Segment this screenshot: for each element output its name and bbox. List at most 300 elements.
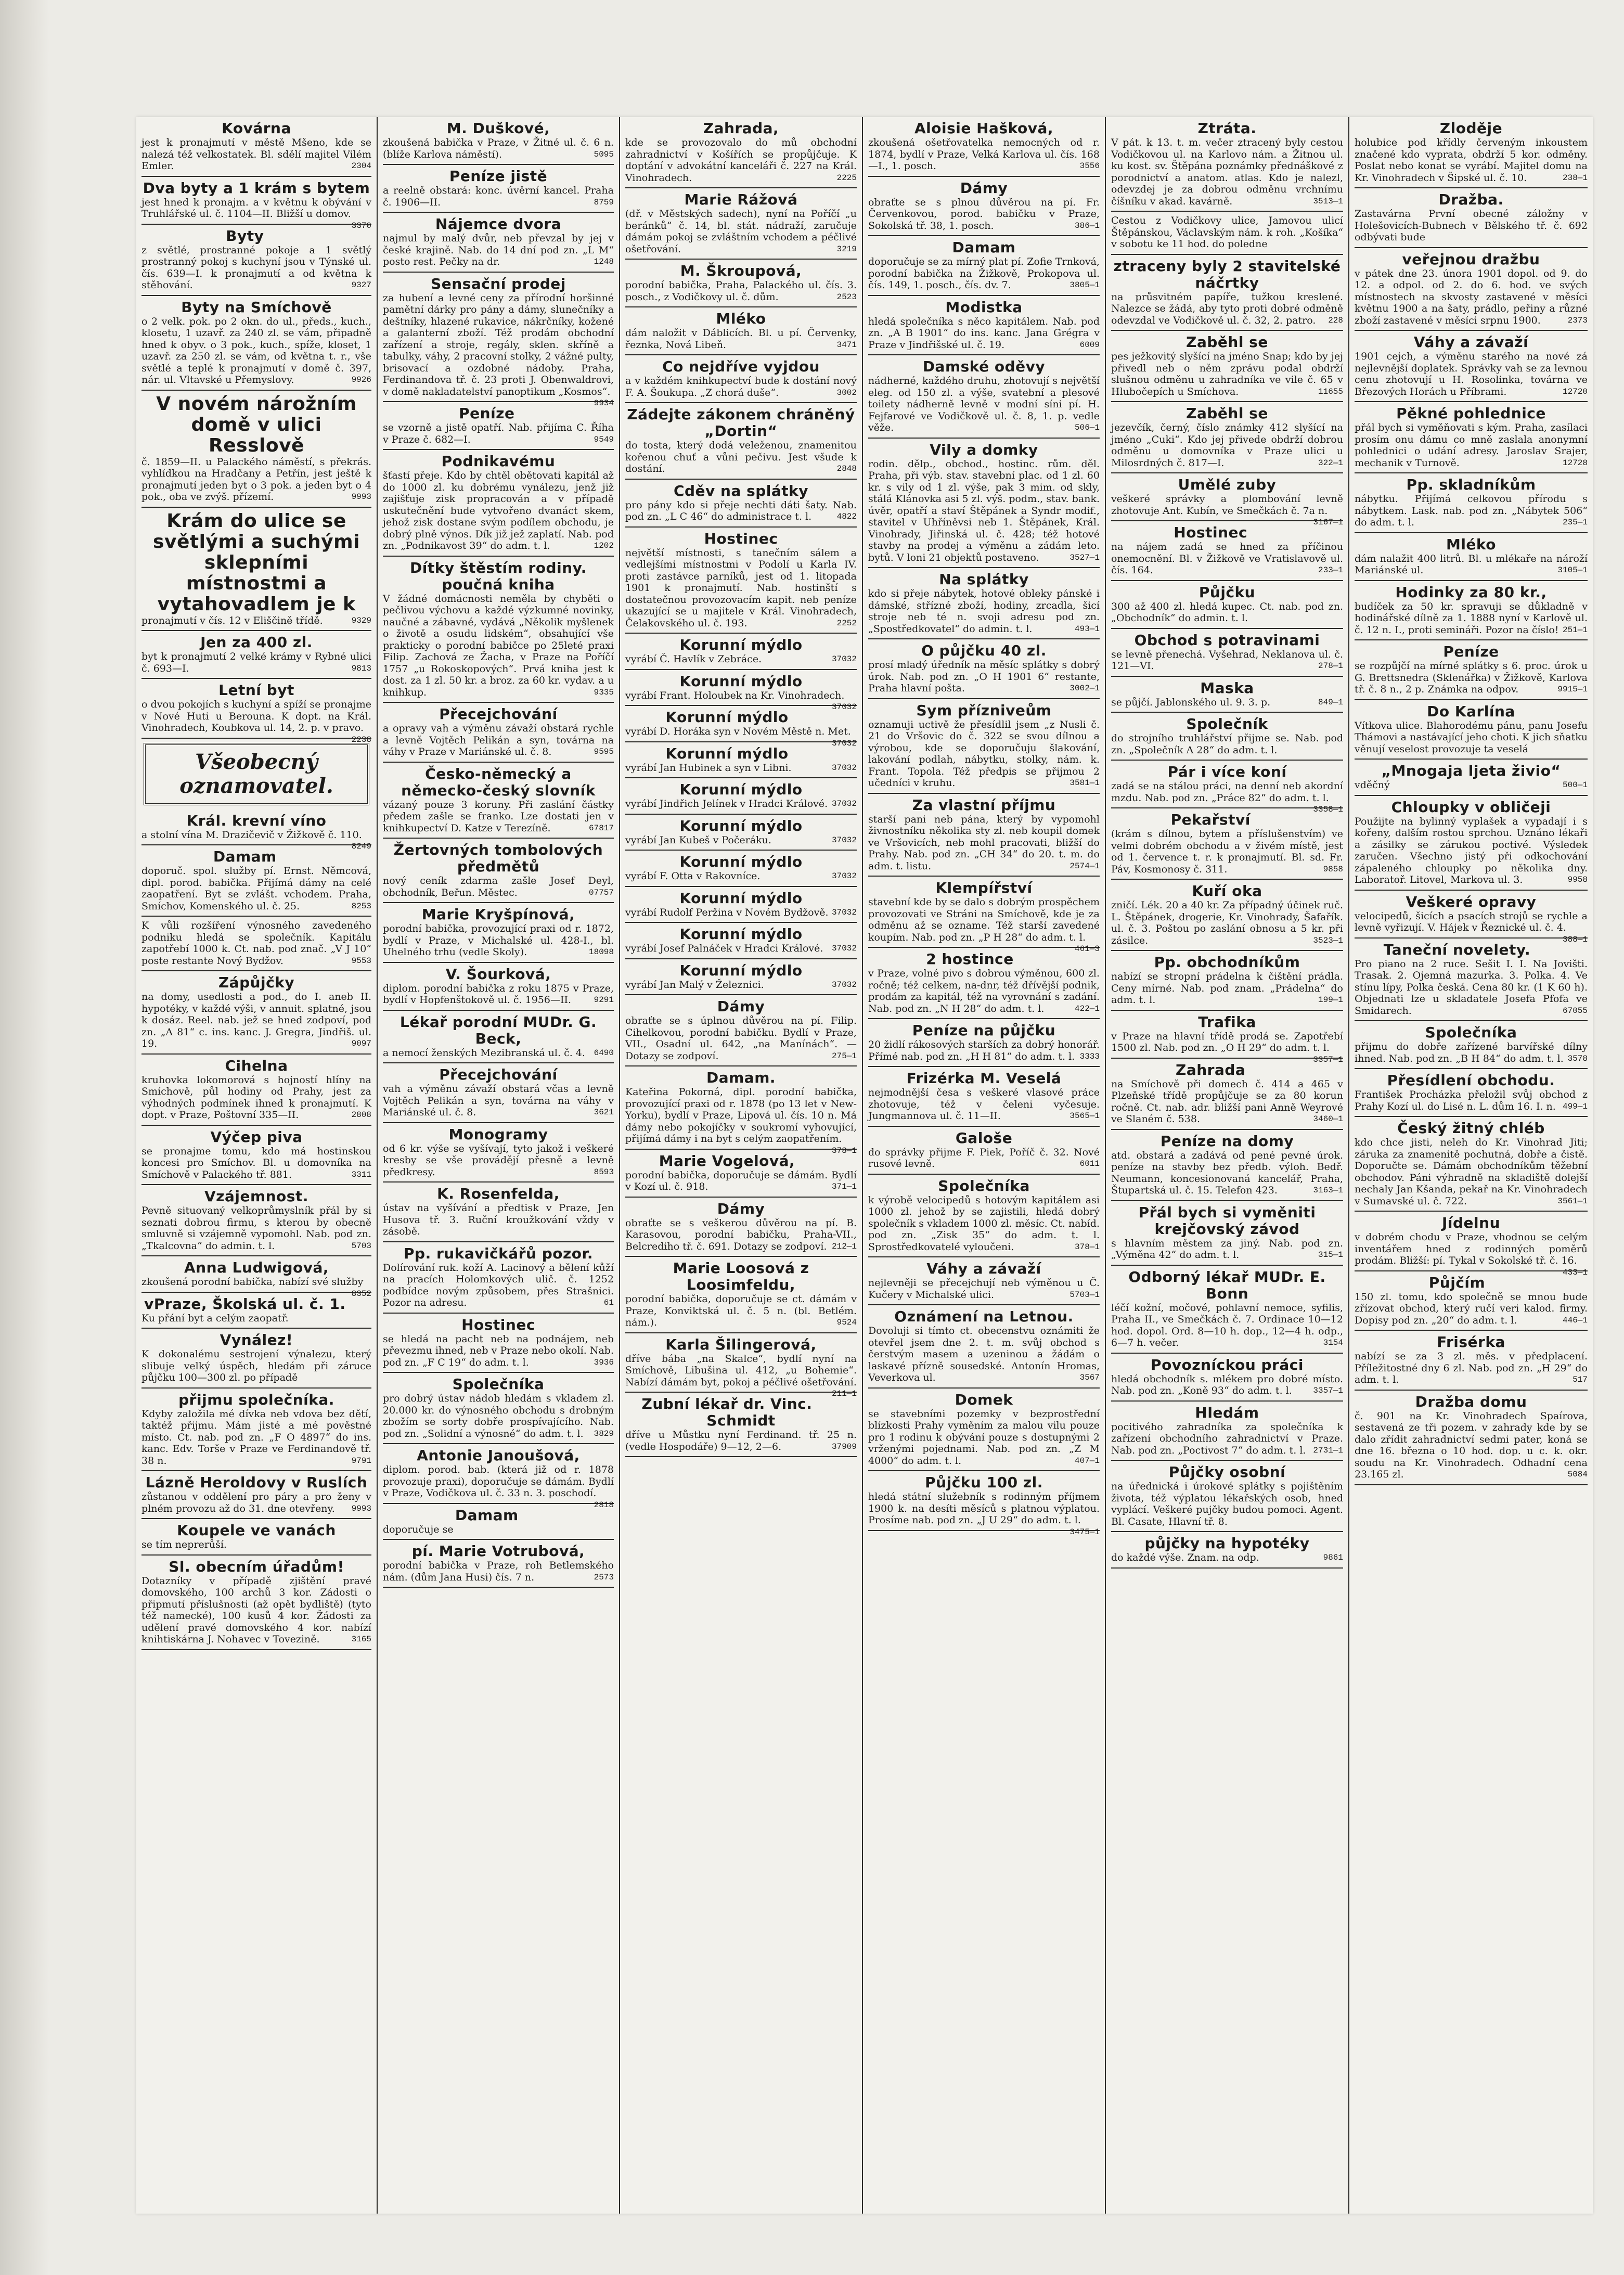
ad-body-text: kdo si přeje nábytek, hotové obleky pánské i dámské, střízné zboží, hodiny, zrcadla, šicí stroje neb té n. svoji adresu pod zn. „Spostředkovatel“ do admin. t. l. [868, 588, 1100, 635]
ad-headline: Damam. [706, 1069, 776, 1086]
classified-ad [868, 177, 1100, 237]
ad-body-text: Dotazníky v případě zjištění pravé domovského, 100 archů 3 kor. Zádosti o připmutí příslušnosti (až opět bydliště) (tyto též namecké), 100 kusů 4 kor. Žádosti za udělení pravé domovského 4 kor. nabízí knihtiskárna J. Nohavec v Tovezině. [141, 1575, 371, 1645]
ad-body-text: porodní babička, doporučuje se ct. dámám v Praze, Konviktská ul. č. 5 n. (bl. Betlém. nám.). [625, 1293, 857, 1328]
classified-ad [868, 1389, 1100, 1472]
ad-headline: Pp. obchodníkům [1154, 954, 1300, 971]
ad-body-text: porodní babička v Praze, roh Betlemského nám. (dům Jana Husi) čís. 7 n. [383, 1560, 614, 1583]
ad-body-text: vyrábí F. Otta v Rakovníce. [625, 870, 761, 882]
ad-body-text: dříve bába „na Skalce“, bydlí nyní na Smíchově, Libušina ul. 412, „u Bohemie“. Nabízí dámám byt, pokoj a péčlivé ošetřování. [625, 1353, 857, 1388]
ad-headline: Korunní mýdlo [665, 744, 789, 762]
classified-ad [1111, 581, 1343, 629]
ad-reference-number: 233—1 [1318, 565, 1343, 575]
ad-headline: Obchod s potravinami [1134, 631, 1320, 649]
classified-ad [383, 165, 614, 213]
classified-ad [1111, 677, 1343, 713]
ad-body-text: jest k pronajmutí v městě Mšeno, kde se nalezá též velkostatek. Bl. sdělí majitel Vilém Emler. [141, 137, 371, 172]
ad-reference-number: 9813 [351, 663, 371, 673]
ad-reference-number: 37032 [831, 871, 857, 881]
ad-column-6 [1348, 117, 1593, 2214]
classified-ad [625, 634, 857, 670]
ad-headline: Sensační prodej [431, 275, 566, 292]
classified-ad [1111, 521, 1343, 581]
classified-ad [625, 815, 857, 851]
ad-headline: Dražba domu [1415, 1393, 1527, 1410]
ad-body-text: jest hned k pronajm. a v květnu k obývání v Truhlářské ul. č. 1104—II. Bližší u domov. [141, 196, 371, 220]
ad-headline: Anna Ludwigová, [184, 1259, 329, 1276]
ad-headline: Hostinec [1174, 524, 1248, 541]
classified-ad [383, 1540, 614, 1588]
ad-headline: Kuří oka [1192, 882, 1262, 899]
ad-reference-number: 37032 [831, 835, 857, 845]
ad-body [868, 659, 1100, 695]
ad-body-text: najmul by malý dvůr, neb převzal by jej v české krajině. Nab. do 14 dní pod zn. „L M“ posto rest. Pečky na dr. [383, 233, 614, 267]
ad-body [625, 1086, 857, 1155]
ad-body-text: Dolírování ruk. koží A. Lacinový a bělení kůží na pracích Holomkových ulič. č. 1252 podbídce novým způsobem, přes Strašnici. Pozor na adresu. [383, 1262, 614, 1308]
classified-ad [141, 679, 371, 744]
classified-ad [383, 963, 614, 1011]
classified-ad [625, 706, 857, 748]
ad-body-text: 1901 cejch, a výměnu starého na nové zá nejlevnější doplatek. Správky vah se za levnou cenu zhotovují u H. Rosolinka, továrna ve Březových Horách u Příbrami. [1355, 351, 1588, 397]
ad-body-text: dám nalažit 400 litrů. Bl. u mlékaře na nároží Mariánské ul. [1355, 552, 1588, 576]
ad-reference-number: 3167—1 [1313, 518, 1343, 527]
ad-body [868, 458, 1100, 564]
ad-body [141, 245, 371, 291]
ad-body-text: se pronajme tomu, kdo má hostinskou koncesi pro Smíchov. Bl. u domovníka na Smíchově v Palackého tř. 881. [141, 1145, 371, 1180]
classified-ad [625, 670, 857, 712]
ad-body-text: jezevčík, černý, číslo známky 412 slyšící na jméno „Cuki“. Kdo jej přivede obdrží dobrou odměnu u domovníka v Praze ulici u Milosrdných č. 817—I. [1111, 422, 1343, 469]
ad-body-text: zkoušená babička v Praze, v Žitné ul. č. 6 n. (blíže Karlova náměstí). [383, 137, 614, 160]
ad-reference-number: 3829 [594, 1429, 614, 1438]
classified-ad [1111, 1354, 1343, 1402]
ad-body [1111, 649, 1343, 672]
ad-body-text: doporuč. spol. služby pí. Ernst. Němcová, dipl. porod. babička. Přijímá dámy na celé zaopatření. Byt se zvlášt. vchodem. Praha, Smíchov, Komenského ul. č. 25. [141, 865, 371, 912]
ad-reference-number: 8593 [594, 1167, 614, 1177]
ad-body [625, 137, 857, 184]
ad-headline: Přál bych si vyměniti krejčovský závod [1138, 1203, 1316, 1238]
classified-ad [383, 213, 614, 273]
classified-ad [1111, 629, 1343, 677]
ad-reference-number: 433—1 [1562, 1267, 1588, 1277]
ad-headline: Marie Vogelová, [659, 1152, 795, 1169]
ad-reference-number: 6009 [1079, 340, 1100, 350]
classified-ad [1111, 402, 1343, 473]
ad-body [383, 1262, 614, 1309]
ad-body-text: vyrábí D. Horáka syn v Novém Městě n. Met. [625, 726, 851, 737]
ad-headline: Pěkné pohlednice [1396, 405, 1546, 422]
ad-body-text: 150 zl. tomu, kdo společně se mnou bude zřízovat obchod, který ručí veri kalod. firmy. Dopisy pod zn. „20“ do adm. t. l. [1355, 1291, 1588, 1326]
ad-body-text: V žádné domácnosti neměla by chyběti o pečlivou výchovu a každé výzkumné novinky, naučné a zábavné, vydává „Několik myšlenek o životě a osudu lidském“, obsahující vše prakticky o porodní babičce po 25leté praxi Filip. Zachová ze Žacha, v Praze na Poříčí 1757 „u Rokoskopových“. Prvá kniha jest k dost. za 1 zl. 50 kr. a broz. za 60 kr. vydav. a u knihkup. [383, 593, 614, 698]
classified-ad [625, 923, 857, 959]
classified-ad [1355, 1331, 1588, 1391]
ad-body-text: šťastí přeje. Kdo by chtěl obětovati kapitál až do 1000 zl. ku dobrému vynálezu, jenž již zajišťuje zisk propracován a v případě uskutečnění bude vytvořeno dvanáct skem, jehož zisk dostane svým podílem obchodu, je dobrý plně výnos. Dík již jež zaplatí. Nab. pod zn. „Podnikavost 39“ do adm. t. l. [383, 470, 614, 551]
ad-body [868, 256, 1100, 291]
ad-body [141, 1313, 371, 1325]
ad-headline: Přecejchování [439, 1066, 558, 1083]
ad-headline: Klempířství [935, 879, 1033, 896]
ad-body [1355, 720, 1588, 755]
ad-headline: Za vlastní příjmu [912, 796, 1056, 814]
ad-body [868, 968, 1100, 1014]
ad-body [868, 1491, 1100, 1537]
classified-ad [625, 1150, 857, 1198]
ad-headline: Půjčku [1198, 583, 1256, 601]
ad-body-text: zkoušená porodní babička, nabízí své služby [141, 1276, 364, 1288]
ad-body [383, 422, 614, 445]
classified-ad [1111, 1266, 1343, 1354]
ad-body [141, 1491, 371, 1514]
ad-reference-number: 07757 [588, 888, 614, 897]
ad-body [383, 292, 614, 408]
classified-ad [141, 1293, 371, 1329]
ad-reference-number: 9993 [351, 1503, 371, 1513]
ad-headline: Korunní mýdlo [679, 636, 803, 653]
ad-headline: Maska [1200, 679, 1254, 697]
classified-ad [625, 995, 857, 1066]
ad-body [625, 762, 857, 774]
ad-body-text: Pevně situovaný velkoprůmyslník přál by si seznati dobrou firmu, s kterou by obecně smluvně si vzájemně vypomohl. Nab. pod zn. „Tkalcovna“ do admin. t. l. [141, 1205, 371, 1252]
ad-body [1111, 1421, 1343, 1457]
classified-ad [1355, 1117, 1588, 1212]
ad-reference-number: 3154 [1323, 1338, 1343, 1347]
classified-ad [141, 177, 371, 230]
ad-body [141, 137, 371, 172]
classified-ad [868, 699, 1100, 794]
ad-body-text: kruhovka lokomorová s hojností hlíny na Smíchově, půl hodiny od Prahy, jest za výhodných podmínek ihned k pronajmutí. K dopt. v Praze, Poštovní 335—II. [141, 1074, 371, 1121]
ad-body-text: nábytku. Přijímá celkovou přírodu s nábytkem. Lask. nab. pod zn. „Nábytek 506“ do adm. t. l. [1355, 493, 1588, 528]
ad-body-text: č. 901 na Kr. Vinohradech Spaírova, sestavená ze tři pozem. v zahrady kde by se dalo zřídit zahradnictví sedmi pater, koná se dne 16. března o 10 hod. dop. u c. k. okr. soudu na Kr. Vinohradech. Odhadní cena 23.165 zl. [1355, 1410, 1588, 1480]
classified-ad [383, 1504, 614, 1540]
ad-reference-number: 2252 [836, 618, 857, 628]
ad-reference-number: 8759 [594, 197, 614, 207]
classified-ad [868, 1305, 1100, 1389]
ad-body [141, 991, 371, 1050]
ad-body-text: na nájem zadá se hned za příčinou onemocnění. Bl. v Žižkově ve Vratislavově ul. čís. 164. [1111, 541, 1343, 576]
ad-headline: Chloupky v obličeji [1391, 798, 1551, 816]
classified-ad [141, 631, 371, 679]
ad-headline: Korunní mýdlo [679, 961, 803, 979]
classified-ad [383, 273, 614, 408]
ad-body-text: holubice pod křídly červeným inkoustem značené kdo vyprata, obdrží 5 kor. odměny. Poslat nebo konat se vyrábí. Majitel domu na Kr. Vinohradech v Šipské ul. č. 10. [1355, 137, 1588, 184]
ad-body [141, 920, 371, 967]
ad-body [1111, 541, 1343, 576]
ad-body-text: vyrábí Jan Hubinek a syn v Libni. [625, 762, 792, 774]
ad-headline: Damam [952, 239, 1016, 256]
ad-headline: Jen za 400 zl. [200, 634, 313, 651]
ad-body [141, 615, 371, 627]
ad-headline: Český žitný chléb [1397, 1120, 1545, 1137]
classified-ad [868, 1257, 1100, 1305]
classified-ad [141, 508, 371, 632]
ad-reference-number: 251—1 [1562, 625, 1588, 635]
ad-body-text: Zastavárna První obecné záložny v Holešovicích-Bubnech v Bělského tř. č. 692 odbývati bude [1355, 208, 1588, 243]
ad-body [625, 208, 857, 255]
ad-body [141, 456, 371, 503]
ad-body [383, 185, 614, 208]
ad-body [1111, 828, 1343, 875]
ad-headline: Společníka [452, 1376, 545, 1393]
ad-headline: Dámy [717, 998, 765, 1015]
classified-ad [1355, 891, 1588, 944]
classified-ad [383, 1314, 614, 1373]
ad-body [1355, 601, 1588, 636]
ad-body [383, 799, 614, 834]
ad-body-text: a v každém knihkupectví bude k dostání nový F. A. Šoukupa. „Z chorá duše“. [625, 375, 857, 399]
ad-reference-number: 4822 [836, 512, 857, 521]
ad-reference-number: 211—1 [831, 1389, 857, 1398]
ad-body [1355, 660, 1588, 696]
ad-body [1355, 1410, 1588, 1481]
ad-reference-number: 61 [603, 1298, 614, 1307]
classified-ad [141, 1471, 371, 1519]
ad-body [383, 1143, 614, 1178]
ad-body-text: nový ceník zdarma zašle Josef Deyl, obchodník, Beřun. Městec. [383, 875, 614, 898]
ad-body [1355, 1231, 1588, 1277]
ad-body-text: o 2 velk. pok. po 2 okn. do ul., předs., kuch., klosetu, 1 uzavř. za 240 zl. se vám, připadně hned k obyv. o 3 pok., kuch., spíže, kloset, 1 uzavř. za 250 zl. se vám, od května t. r., vše světlé a teplé k pronajmutí v domě č. 397, nár. ul. Vltavské u Přemyslovy. [141, 315, 371, 385]
classified-ad [1355, 640, 1588, 700]
ad-headline: Zahrada [1176, 1061, 1246, 1078]
ad-body-text: zůstanou v oddělení pro páry a pro ženy v plném provozu až do 31. dne otevřeny. [141, 1491, 371, 1514]
ad-headline: Antonie Janoušová, [417, 1447, 580, 1464]
ad-headline: Karla Šilingerová, [665, 1335, 817, 1353]
ad-headline: Korunní mýdlo [665, 709, 789, 726]
ad-body [383, 1464, 614, 1510]
ad-reference-number: 3002 [836, 388, 857, 397]
classified-ad [625, 188, 857, 260]
ad-reference-number: 506—1 [1074, 423, 1100, 432]
classified-ad [1355, 117, 1588, 188]
ad-body [141, 651, 371, 674]
ad-reference-number: 12728 [1562, 458, 1588, 468]
ad-body-text: obraťte se s veškerou důvěrou na pí. B. Karasovou, porodní babičku, Praha-VII., Belcrediho tř. č. 691. Dotazy se zodpoví. [625, 1217, 857, 1252]
ad-headline: Hostinec [704, 530, 778, 547]
ad-body [625, 327, 857, 351]
ad-headline: Přecejchování [439, 705, 558, 723]
ad-body-text: K dokonalému sestrojení výnalezu, který slibuje velký úspěch, hledám při záruce půjčku 100—300 zl. po případě [141, 1348, 371, 1383]
ad-reference-number: 3527—1 [1069, 552, 1100, 562]
ad-body [141, 1575, 371, 1646]
ad-headline: Peníze [1443, 643, 1499, 660]
ad-reference-number: 2304 [351, 161, 371, 171]
ad-body-text: porodní babička, doporučuje se dámám. Bydlí v Kozí ul. č. 918. [625, 1169, 857, 1192]
ad-headline: Mléko [716, 310, 766, 327]
ad-column-1 [136, 117, 377, 2214]
ad-body-text: do správky přijme F. Piek, Poříč č. 32. Nové rusové levně. [868, 1146, 1100, 1169]
ad-reference-number: 3219 [836, 244, 857, 254]
ad-body-text: budíček za 50 kr. spravuji se důkladně v hodinářské dílně za 1. 1888 nyní v Karlově ul. č. 12 n. I., proti semináři. Pozor na číslo! [1355, 600, 1588, 636]
classified-ad [1111, 331, 1343, 402]
ad-column-4 [862, 117, 1105, 2214]
ad-reference-number: 5095 [594, 149, 614, 159]
ad-body-text: kde se provozovalo do mů obchodní zahradnictví v Košířích se propůjčuje. K doptání v advokátní kanceláři č. 227 na Král. Vinohradech. [625, 137, 857, 184]
ad-headline: Hodinky za 80 kr., [1395, 583, 1547, 601]
ad-headline: Dámy [960, 179, 1008, 197]
ad-body [625, 1293, 857, 1329]
ad-body [868, 197, 1100, 232]
ad-headline: Cihelna [225, 1057, 288, 1074]
ad-headline: Koupele ve vanách [177, 1522, 336, 1539]
ad-body [141, 1539, 371, 1551]
ad-reference-number: 9926 [351, 375, 371, 384]
ad-reference-number: 9335 [594, 687, 614, 697]
classified-ad [383, 1444, 614, 1510]
ad-body [141, 1348, 371, 1384]
ad-headline: Sym přízniveům [916, 701, 1052, 719]
classified-ad [1355, 1212, 1588, 1277]
ad-reference-number: 493—1 [1074, 624, 1100, 634]
ad-body [1111, 697, 1343, 709]
ad-body-text: pronajmutí v čís. 12 v Eliščině třídě. [141, 614, 323, 626]
classified-ad [383, 1123, 614, 1183]
classified-ad [625, 1198, 857, 1257]
classified-ad [868, 296, 1100, 356]
ad-body-text: Ku přání byt a celým zaopatř. [141, 1312, 289, 1324]
ad-headline: Peníze jistě [449, 168, 548, 185]
ad-headline: Přesídlení obchodu. [1387, 1072, 1555, 1089]
ad-reference-number: 3581—1 [1069, 778, 1100, 788]
ad-headline: Korunní mýdlo [679, 781, 803, 798]
ad-body [625, 279, 857, 303]
ad-body [1111, 1150, 1343, 1197]
ad-body [868, 588, 1100, 635]
ad-reference-number: 9993 [351, 492, 371, 502]
ad-headline: Nájemce dvora [435, 215, 562, 233]
ad-body [625, 375, 857, 399]
ad-headline: Damam [455, 1506, 519, 1524]
ad-reference-number: 9327 [351, 280, 371, 290]
ad-body [1111, 1302, 1343, 1349]
ad-headline: Krám do ulice se světlými a suchými sklepními místnostmi a vytahovadlem je k [153, 510, 360, 615]
ad-body [383, 1333, 614, 1369]
ad-body [1111, 601, 1343, 624]
ad-headline: Žertovných tombolových předmětů [393, 841, 603, 875]
ad-body-text: přijmu do dobře zařízené barvířské dílny ihned. Nab. pod zn. „B H 84“ do adm. t. l. [1355, 1041, 1588, 1064]
ad-reference-number: 517 [1573, 1375, 1588, 1384]
ad-body [383, 923, 614, 958]
ad-body [625, 1169, 857, 1193]
ad-body-text: na domy, usedlosti a pod., do I. aneb II. hypotéky, v každé výši, v annuit. splatné, jsou k dosáz. Reel. nab. jež se hned zodpoví, pod zn. „A 81“ c. ins. kanc. J. Gregra, Jindřiš. ul. 19. [141, 991, 371, 1049]
classified-ad [868, 355, 1100, 439]
ad-body-text: kdo chce jisti, neleh do Kr. Vinohrad Jiti; záruka za znamenitě pochutná, dobře a čistě. Doporučte se. Dámám obchodníkům těžební obchodov. Páni výhradně na skladiště dolejší nechaly Jan Kšanda, pekař na Kr. Vinohradech v Sumavské ul. č. 722. [1355, 1137, 1588, 1207]
ad-headline: Váhy a závaží [1413, 333, 1529, 351]
ad-body [1355, 208, 1588, 243]
ad-reference-number: 3561—1 [1557, 1196, 1588, 1206]
ad-reference-number: 3460—1 [1313, 1114, 1343, 1124]
ad-body [383, 470, 614, 552]
ad-headline: Kovárna [222, 120, 291, 137]
ad-reference-number: 275—1 [831, 1051, 857, 1061]
ad-body [141, 316, 371, 386]
classified-ad [141, 1556, 371, 1650]
ad-body-text: Vítkova ulice. Blahorodému pánu, panu Josefu Thámovi a nastávající jeho choti. K jich sňatku věnují veselost provozuje ta veselá [1355, 719, 1588, 755]
ad-body [383, 1560, 614, 1583]
ad-body [868, 1325, 1100, 1384]
ad-reference-number: 371—1 [831, 1182, 857, 1191]
ad-headline: Hledám [1195, 1404, 1259, 1421]
ad-body-text: do strojního truhlářství přijme se. Nab. pod zn. „Společník A 28“ do adm. t. l. [1111, 732, 1343, 756]
classified-ad [1111, 713, 1343, 761]
ad-reference-number: 9915—1 [1557, 685, 1588, 694]
classified-ad [1111, 473, 1343, 527]
ad-headline: Aloisie Hašková, [914, 120, 1053, 137]
ad-body [868, 1408, 1100, 1467]
classified-ad [625, 1333, 857, 1398]
ad-reference-number: 2818 [594, 1500, 614, 1510]
ad-body-text: vyrábí Frant. Holoubek na Kr. Vinohradech. [625, 689, 845, 701]
ad-body-text: pro pány kdo si přeje nechti dáti šaty. Nab. pod zn. „L C 46“ do administrace t. l. [625, 499, 857, 522]
ad-body-text: se stavebními pozemky v bezprostřední blízkosti Prahy vyměním za malou vilu pouze pro 1 rodinu k obývání pouze s dostupnými 2 vrženými pojednami. Nab. pod zn. „Z M 4000“ do adm. t. l. [868, 1408, 1100, 1467]
ad-body-text: Kdyby založila mé dívka neb vdova bez dětí, taktéž přijmu. Mám jisté a mé pověstné místo. Ct. nab. pod zn. „F O 4897“ do ins. kanc. Edv. Torše v Praze ve Ferdinandově tř. 38 n. [141, 1408, 371, 1467]
ad-reference-number: 446—1 [1562, 1315, 1588, 1325]
ad-body-text: byt k pronajmutí 2 velké krámy v Rybné ulici č. 693—I. [141, 651, 371, 674]
ad-body [625, 1353, 857, 1398]
ad-headline: Marie Rážová [684, 191, 798, 208]
ad-body [141, 1146, 371, 1181]
ad-headline: Mléko [1446, 535, 1497, 553]
ad-headline: Korunní mýdlo [679, 672, 803, 690]
classified-ad [141, 225, 371, 296]
ad-body [625, 907, 857, 919]
ad-body-text: v Praze na hlavní třídě prodá se. Zapotřebí 1500 zl. Nab. pod zn. „O H 29“ do adm. t. l. [1111, 1030, 1343, 1053]
ad-headline: Česko-německý a německo-český slovník [401, 765, 596, 799]
classified-ad [141, 1519, 371, 1556]
ad-body-text: se vzorně a jistě opatří. Nab. přijíma C. Říha v Praze č. 682—I. [383, 422, 614, 445]
ad-reference-number: 3357—1 [1313, 1055, 1343, 1064]
ad-headline: Společník [1186, 715, 1268, 732]
ad-body [383, 1083, 614, 1119]
ad-body [1111, 1481, 1343, 1527]
ad-headline: Frisérka [1437, 1333, 1505, 1351]
classified-ad [141, 917, 371, 971]
classified-ad [1111, 1461, 1343, 1532]
classified-ad [625, 1257, 857, 1333]
ad-headline: Marie Loosová z Loosimfeldu, [673, 1259, 809, 1293]
ad-body-text: a reelně obstará: konc. úvěrní kancel. Praha č. 1906—II. [383, 185, 614, 208]
classified-ad [141, 1055, 371, 1126]
ad-reference-number: 5703—1 [1069, 1290, 1100, 1300]
ad-reference-number: 199—1 [1318, 995, 1343, 1005]
ad-body-text: hledá státní služebník s rodinným příjmem 1900 k. na desíti měsíců s platnou výplatou. Prosíme nab. pod zn. „J U 29“ do adm. t. l. [868, 1491, 1100, 1526]
ad-body [141, 699, 371, 744]
classified-ad [141, 117, 371, 177]
classified-ad [1355, 1069, 1588, 1117]
classified-ad [625, 851, 857, 887]
ad-headline: Ztráta. [1197, 120, 1257, 137]
ad-body-text: dám naložit v Dáblicích. Bl. u pí. Červenky, řeznka, Nová Libeň. [625, 327, 857, 351]
ad-body-text: 20 židlí rákosových starších za dobrý honorář. Přímé nab. pod zn. „H H 81“ do adm. t. l. [868, 1039, 1100, 1062]
classified-ad [1355, 533, 1588, 581]
ad-body-text: K vůli rozšíření výnosného zavedeného podniku hledá se společník. Kapitálu zapotřebí 1000 k. Ct. nab. pod znač. „V J 10“ poste restante Nový Bydžov. [141, 920, 371, 967]
classified-ad [1111, 255, 1343, 331]
ad-reference-number: 3165 [351, 1635, 371, 1644]
classified-ad [625, 528, 857, 634]
ad-body-text: vyrábí Rudolf Peržina v Novém Bydžově. [625, 906, 829, 918]
ad-body [1355, 268, 1588, 327]
ad-body-text: od 6 kr. výše se vyšívají, tyto jakož i veškeré kresby se vše provádějí přesně a levně předkresy. [383, 1142, 614, 1178]
ad-headline: Zaběhl se [1186, 405, 1268, 422]
ad-reference-number: 500—1 [1562, 780, 1588, 790]
ad-body-text: Použijte na bylinný vyplašek a vypadají i s kořeny, dalším rostou sprchou. Uznáno lékaři a zásilky se zárukou poctivé. Výsledek zaručen. Všechno jistý při odkochování zápaleného chloupky po několika dny. Laboratoř. Litovel, Markova ul. 3. [1355, 815, 1588, 885]
ad-body-text: atd. obstará a zadává od pené pevné úrok. peníze na stavby bez předb. výloh. Bedř. Neumann, koncesionovaná kancelář, Praha, Štupartská ul. č. 15. Telefon 423. [1111, 1149, 1343, 1196]
ad-body [868, 719, 1100, 789]
ad-headline: Společníka [938, 1177, 1030, 1194]
ad-body-text: Cestou z Vodičkovy ulice, Jamovou ulicí Štěpánskou, Václavským nám. k roh. „Košíka“ v sobotu ke 11 hod. do poledne [1111, 215, 1343, 250]
classified-ad [1355, 939, 1588, 1022]
ad-reference-number: 9553 [351, 956, 371, 966]
ad-body-text: veškeré správky a plombování levně zhotovuje Ant. Kubín, ve Smečkách č. 7a n. [1111, 493, 1343, 517]
ad-body-text: hledá společníka s něco kapitálem. Nab. pod zn. „A B 1901“ do ins. kanc. Jana Grégra v Praze v Jindřišské ul. č. 19. [868, 315, 1100, 351]
ad-reference-number: 9858 [1323, 864, 1343, 874]
classified-ad [1355, 331, 1588, 402]
